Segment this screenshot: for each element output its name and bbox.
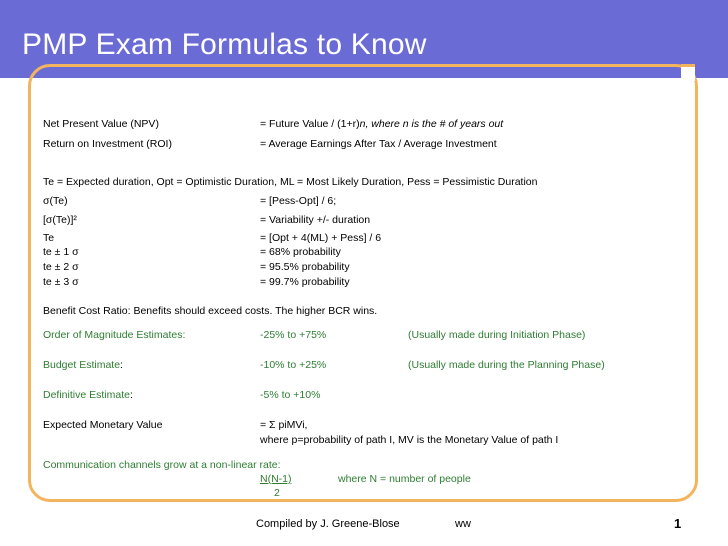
npv-formula-exponent: n, where n is the # of years out	[359, 118, 504, 130]
frame-corner	[681, 64, 695, 81]
footer-credit: Compiled by J. Greene-Blose	[256, 518, 400, 530]
sigma3-label: te ± 3 σ	[43, 276, 79, 288]
estimate-range: -25% to +75%	[260, 329, 327, 341]
estimate-colon: :	[129, 389, 133, 401]
estimate-range: -5% to +10%	[260, 389, 321, 401]
estimate-range: -10% to +25%	[260, 359, 327, 371]
sigma-formula: = [Pess-Opt] / 6;	[260, 195, 337, 207]
slide-title: PMP Exam Formulas to Know	[22, 28, 427, 61]
roi-formula: = Average Earnings After Tax / Average Investment	[260, 138, 497, 150]
npv-label: Net Present Value (NPV)	[43, 118, 159, 130]
comm-denominator: 2	[274, 487, 280, 499]
estimate-label: Order of Magnitude Estimates:	[43, 329, 186, 341]
te-formula: = [Opt + 4(ML) + Pess] / 6	[260, 232, 382, 244]
te-label: Te	[43, 232, 55, 244]
emv-formula: = Σ piMVi,	[260, 419, 308, 431]
comm-numerator: N(N-1)	[260, 473, 292, 485]
sigma1-value: = 68% probability	[260, 246, 341, 258]
estimate-label: Budget Estimate	[43, 359, 121, 371]
sigma2-label: te ± 2 σ	[43, 261, 79, 273]
variance-formula: = Variability +/- duration	[260, 214, 371, 226]
comm-text: Communication channels grow at a non-linear rate:	[43, 459, 281, 471]
roi-label: Return on Investment (ROI)	[43, 138, 172, 150]
sigma1-label: te ± 1 σ	[43, 246, 79, 258]
pert-legend: Te = Expected duration, Opt = Optimistic Duration, ML = Most Likely Duration, Pess = Pessimistic Duration	[43, 176, 538, 188]
comm-where: where N = number of people	[338, 473, 471, 485]
sigma-label: σ(Te)	[43, 195, 68, 207]
sigma2-value: = 95.5% probability	[260, 261, 350, 273]
npv-formula-main: = Future Value / (1+r)	[260, 118, 360, 130]
estimate-colon: :	[120, 359, 123, 371]
estimate-note: (Usually made during the Planning Phase)	[408, 359, 605, 371]
estimate-note: (Usually made during Initiation Phase)	[408, 329, 586, 341]
sigma3-value: = 99.7% probability	[260, 276, 350, 288]
emv-label: Expected Monetary Value	[43, 419, 163, 431]
bcr-text: Benefit Cost Ratio: Benefits should exceed costs. The higher BCR wins.	[43, 305, 378, 317]
estimate-label: Definitive Estimate	[43, 389, 130, 401]
footer-initials: ww	[455, 518, 471, 530]
variance-label: [σ(Te)]²	[43, 214, 77, 226]
npv-formula	[260, 117, 503, 131]
estimate-label-row	[43, 358, 123, 372]
emv-explanation: where p=probability of path I, MV is the Monetary Value of path I	[260, 434, 559, 446]
slide-number: 1	[674, 516, 682, 531]
estimate-label-row	[43, 388, 133, 402]
